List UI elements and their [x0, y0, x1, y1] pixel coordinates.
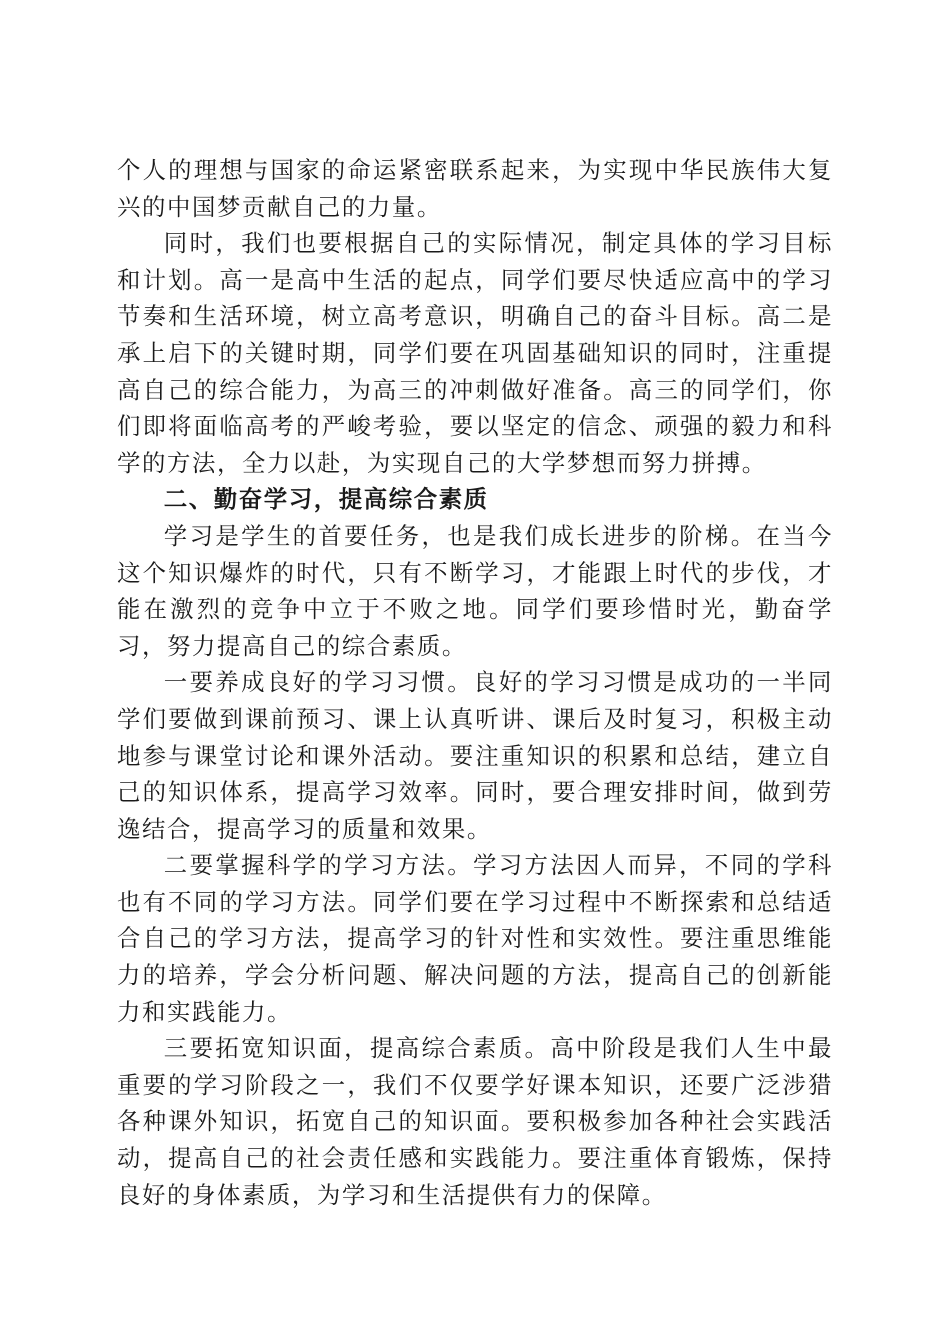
paragraph-study-habits: 一要养成良好的学习习惯。良好的学习习惯是成功的一半同学们要做到课前预习、课上认真听讲、课后及时复习，积极主动地参与课堂讨论和课外活动。要注重知识的积累和总结，建立自己的知识体系，提高学习效率。同时，要合理安排时间，做到劳逸结合，提高学习的质量和效果。	[117, 668, 833, 843]
paragraph-continuation: 个人的理想与国家的命运紧密联系起来，为实现中华民族伟大复兴的中国梦贡献自己的力量。	[117, 156, 833, 221]
paragraph-study-intro: 学习是学生的首要任务，也是我们成长进步的阶梯。在当今这个知识爆炸的时代，只有不断学习，才能跟上时代的步伐，才能在激烈的竞争中立于不败之地。同学们要珍惜时光，勤奋学习，努力提高自己的综合素质。	[117, 521, 833, 660]
section-heading: 二、勤奋学习，提高综合素质	[163, 485, 489, 514]
paragraph-study-goals: 同时，我们也要根据自己的实际情况，制定具体的学习目标和计划。高一是高中生活的起点，同学们要尽快适应高中的学习节奏和生活环境，树立高考意识，明确自己的奋斗目标。高二是承上启下的关键时期，同学们要在巩固基础知识的同时，注重提高自己的综合能力，为高三的冲刺做好准备。高三的同学们，你们即将面临高考的严峻考验，要以坚定的信念、顽强的毅力和科学的方法，全力以赴，为实现自己的大学梦想而努力拼搏。	[117, 229, 833, 477]
paragraph-broaden-knowledge: 三要拓宽知识面，提高综合素质。高中阶段是我们人生中最重要的学习阶段之一，我们不仅要学好课本知识，还要广泛涉猎各种课外知识，拓宽自己的知识面。要积极参加各种社会实践活动，提高自己的社会责任感和实践能力。要注重体育锻炼，保持良好的身体素质，为学习和生活提供有力的保障。	[117, 1034, 833, 1209]
paragraph-study-methods: 二要掌握科学的学习方法。学习方法因人而异，不同的学科也有不同的学习方法。同学们要在学习过程中不断探索和总结适合自己的学习方法，提高学习的针对性和实效性。要注重思维能力的培养，学会分析问题、解决问题的方法，提高自己的创新能力和实践能力。	[117, 851, 833, 1026]
document-page	[117, 152, 833, 1213]
